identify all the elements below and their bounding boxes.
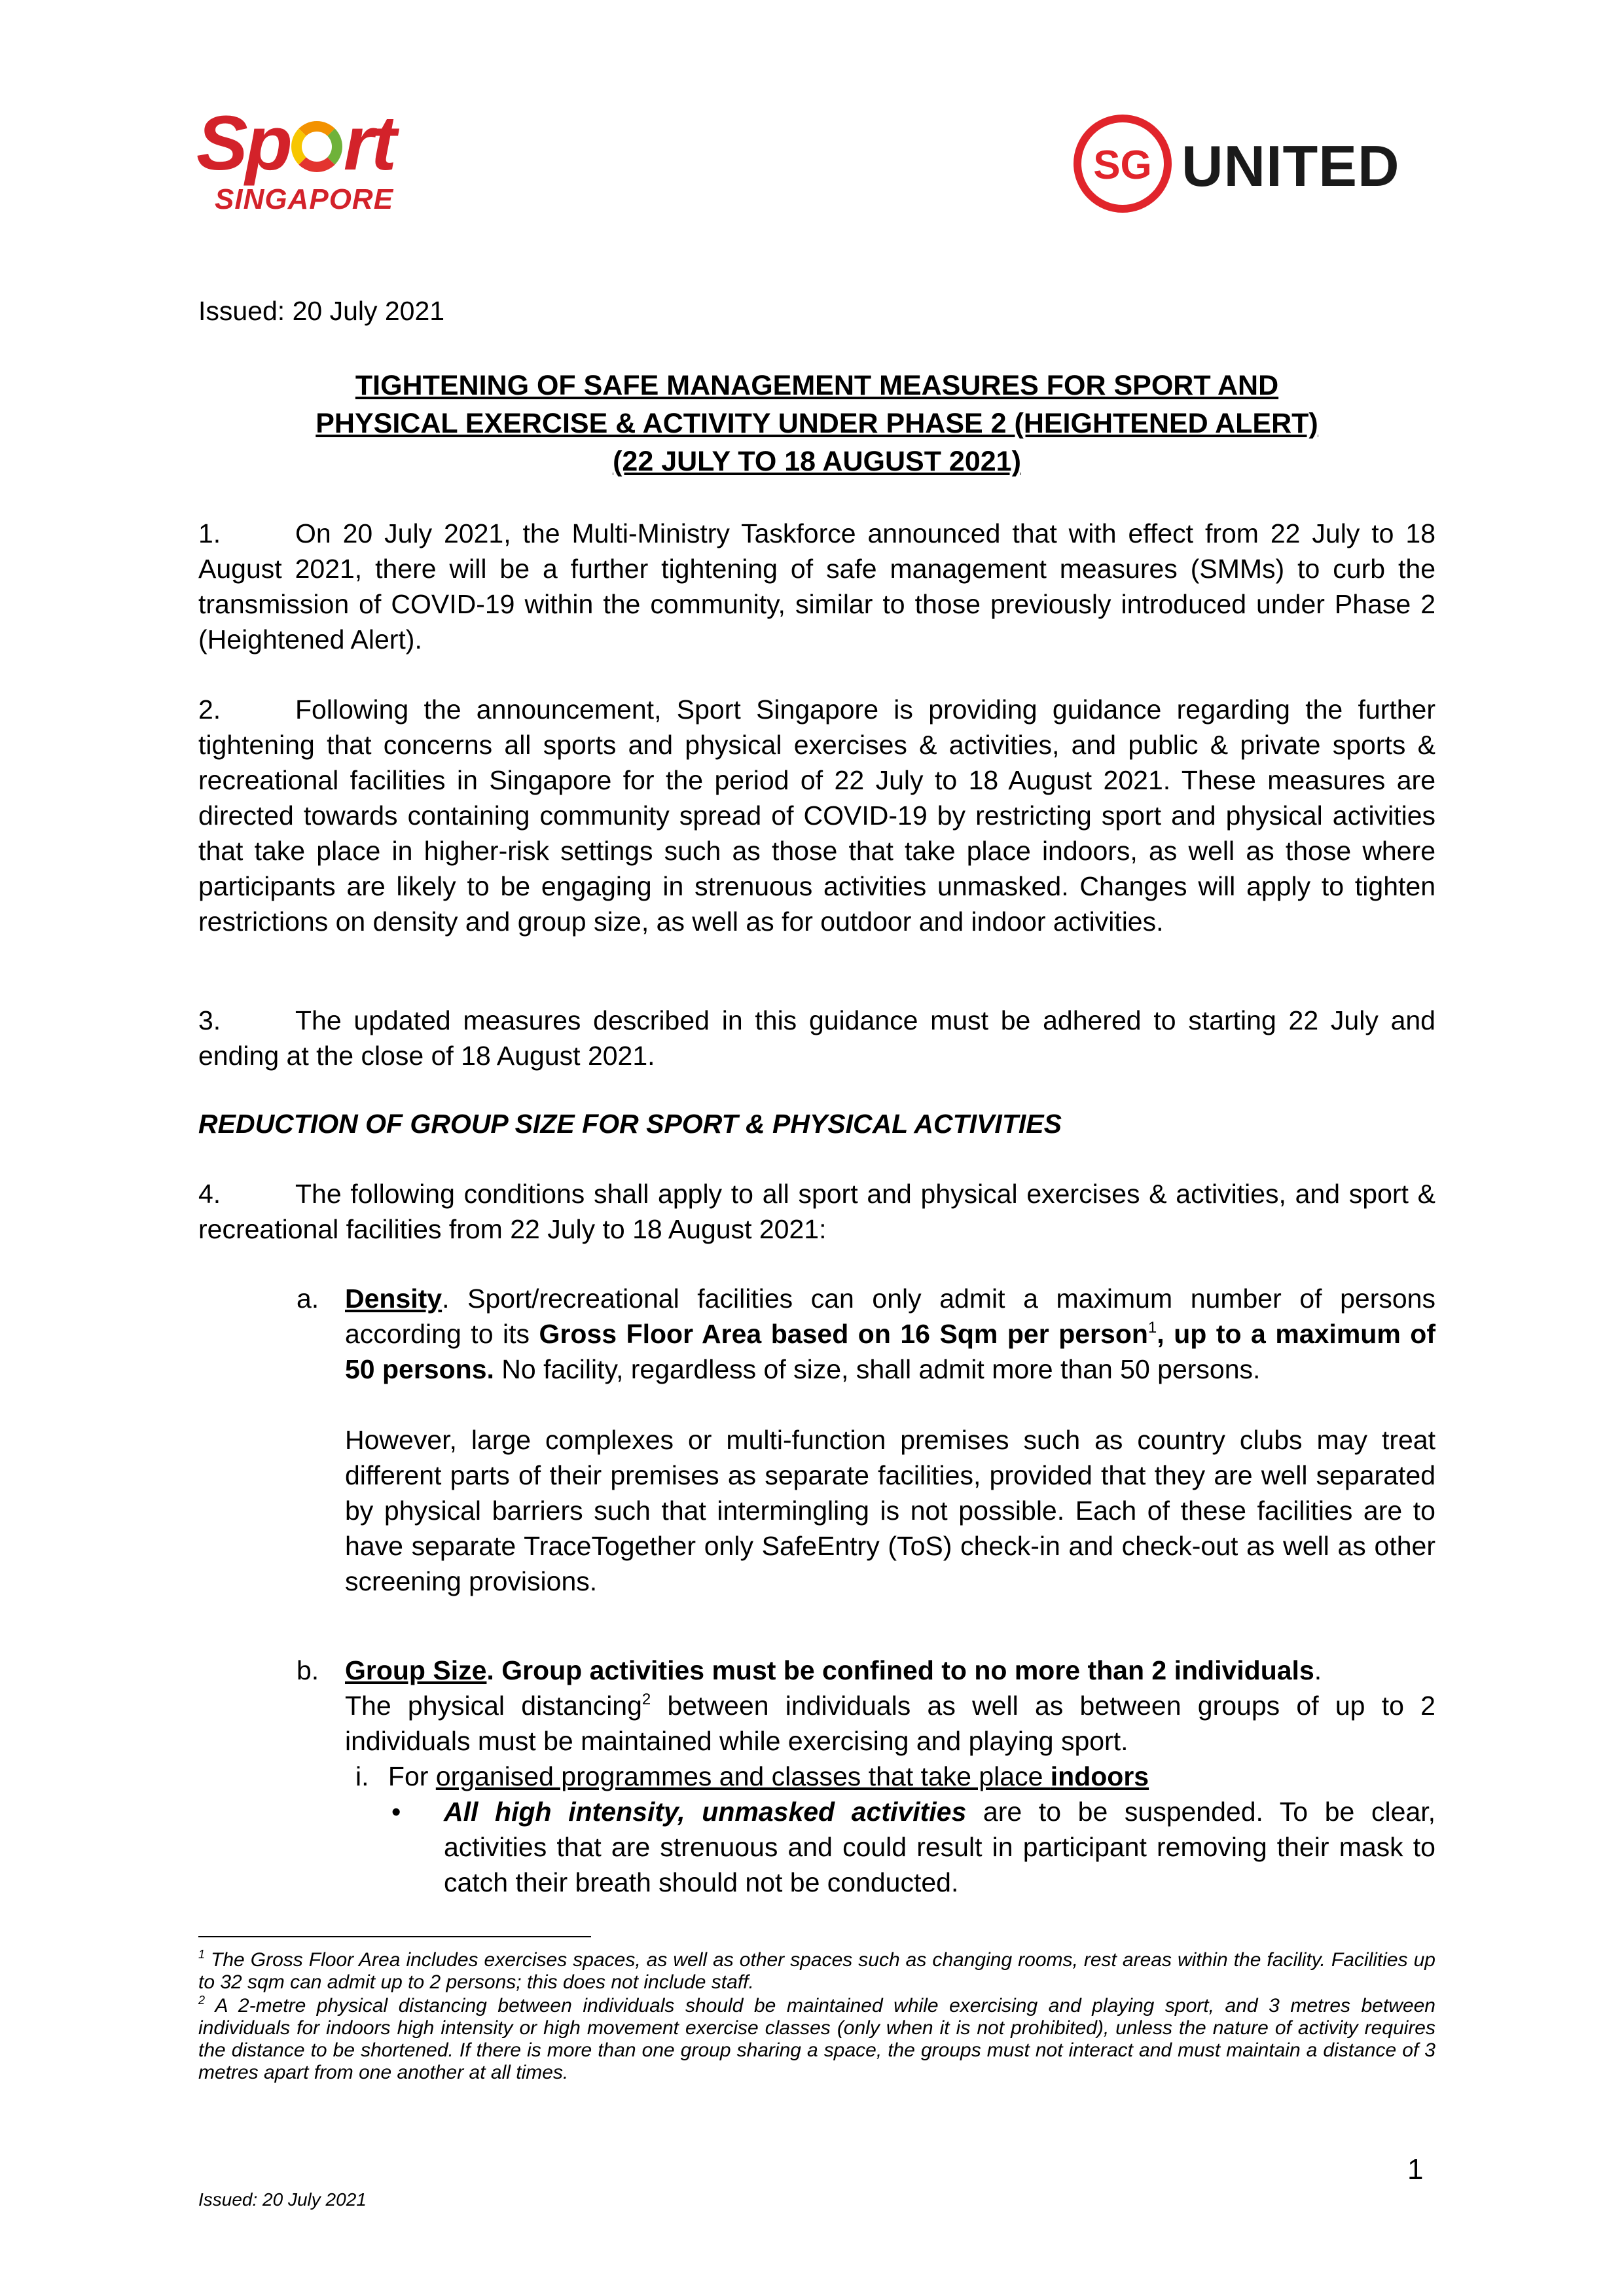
- sg-united-wordmark: UNITED: [1182, 134, 1400, 198]
- item-b-heading-line: Group Size. Group activities must be confined to no more than 2 individuals.: [345, 1655, 1322, 1685]
- footnote-divider: [198, 1936, 591, 1937]
- item-b-body: The physical distancing$^2$ between individuals as well as between groups of up to 2 individuals must be maintained while exercising and playing sport.: [345, 1691, 1435, 1756]
- sg-united-logo: [1074, 115, 1427, 213]
- sport-wordmark: Sp rt: [196, 100, 395, 187]
- issued-date: Issued: 20 July 2021: [198, 296, 445, 326]
- sport-ring-icon: [291, 121, 342, 172]
- footnote-2: $^2$ A 2-metre physical distancing between individuals should be maintained while exercising and playing sport, and 3 metres between individuals for indoors high intensity or high movement exercise classes (only when it is not prohibited), unless the nature of activity requires the distance to be shortened. If there is more than one group sharing a space, the groups must not interact and must maintain a distance of 3 metres apart from one another at all times.: [198, 1994, 1435, 2083]
- item-a-density: a. Density. Sport/recreational facilities can only admit a maximum number of persons according to its Gross Floor Area based on 16 Sqm per person$^1$, up to a maximum of 50 persons. No facility, regardless of size, shall admit more than 50 persons. However, large complexes or multi-function premises such as country clubs may treat different parts of their premises as separate facilities, provided that they are well separated by physical barriers such that intermingling is not possible. Each of these facilities are to have separate TraceTogether only SafeEntry (ToS) check-in and check-out as well as other screening provisions.: [297, 1281, 1435, 1599]
- footnote-1: $^1$ The Gross Floor Area includes exercises spaces, as well as other spaces such as changing rooms, rest areas within the facility. Facilities up to 32 sqm can admit up to 2 persons; this does not include staff.: [198, 1948, 1435, 1993]
- item-a-paragraph-2: However, large complexes or multi-function premises such as country clubs may treat different parts of their premises as separate facilities, provided that they are well separated by physical barriers such that intermingling is not possible. Each of these facilities are to have separate TraceTogether only SafeEntry (ToS) check-in and check-out as well as other screening provisions.: [345, 1425, 1435, 1596]
- paragraph-2: 2. Following the announcement, Sport Singapore is providing guidance regarding the further tightening that concerns all sports and physical exercises & activities, and public & private sports & recreational facilities in Singapore for the period of 22 July to 18 August 2021. These measures are directed towards containing community spread of COVID-19 by restricting sport and physical activities that take place in higher-risk settings such as those that take place indoors, as well as those where participants are likely to be engaging in strenuous activities unmasked. Changes will apply to tighten restrictions on density and group size, as well as for outdoor and indoor activities.: [198, 694, 1435, 937]
- document-title: [198, 367, 1435, 480]
- item-b-bullet: • All high intensity, unmasked activities are to be suspended. To be clear, activities that are strenuous and could result in participant removing their mask to catch their breath should not be conducted.: [444, 1794, 1435, 1900]
- footer-issued-date: Issued: 20 July 2021: [198, 2189, 367, 2210]
- title-line-3: (22 JULY TO 18 AUGUST 2021): [613, 446, 1021, 477]
- sport-singapore-logo: [196, 100, 452, 229]
- sg-circle-icon: SG: [1074, 115, 1172, 213]
- paragraph-3: 3. The updated measures described in this guidance must be adhered to starting 22 July and ending at the close of 18 August 2021.: [198, 1005, 1435, 1071]
- paragraph-4: 4. The following conditions shall apply to all sport and physical exercises & activities, and sport & recreational facilities from 22 July to 18 August 2021:: [198, 1179, 1435, 1244]
- bullet-icon: •: [391, 1797, 401, 1827]
- item-a-body: Density. Sport/recreational facilities can only admit a maximum number of persons according to its Gross Floor Area based on 16 Sqm per person$^1$, up to a maximum of 50 persons. No facility, regardless of size, shall admit more than 50 persons.: [345, 1283, 1435, 1384]
- item-b-roman-i: i. For organised programmes and classes that take place indoors: [355, 1761, 1149, 1791]
- title-line-2: PHYSICAL EXERCISE & ACTIVITY UNDER PHASE 2 (HEIGHTENED ALERT): [316, 408, 1318, 439]
- page-number: 1: [1407, 2153, 1424, 2185]
- item-b-group-size: b. Group Size. Group activities must be confined to no more than 2 individuals. The physical distancing$^2$ between individuals as well as between groups of up to 2 individuals must be maintained while exercising and playing sport. i. For organised programmes and classes that take place indoors • All high intensity, unmasked activities are to be suspended. To be clear, activities that are strenuous and could result in participant removing their mask to catch their breath should not be conducted.: [297, 1653, 1435, 1900]
- paragraph-1: 1. On 20 July 2021, the Multi-Ministry Taskforce announced that with effect from 22 July to 18 August 2021, there will be a further tightening of safe management measures (SMMs) to curb the transmission of COVID-19 within the community, similar to those previously introduced under Phase 2 (Heightened Alert).: [198, 518, 1435, 655]
- sport-singapore-subtitle: SINGAPORE: [215, 183, 394, 215]
- title-line-1: TIGHTENING OF SAFE MANAGEMENT MEASURES FOR SPORT AND: [355, 370, 1279, 401]
- section-heading: REDUCTION OF GROUP SIZE FOR SPORT & PHYSICAL ACTIVITIES: [198, 1109, 1062, 1139]
